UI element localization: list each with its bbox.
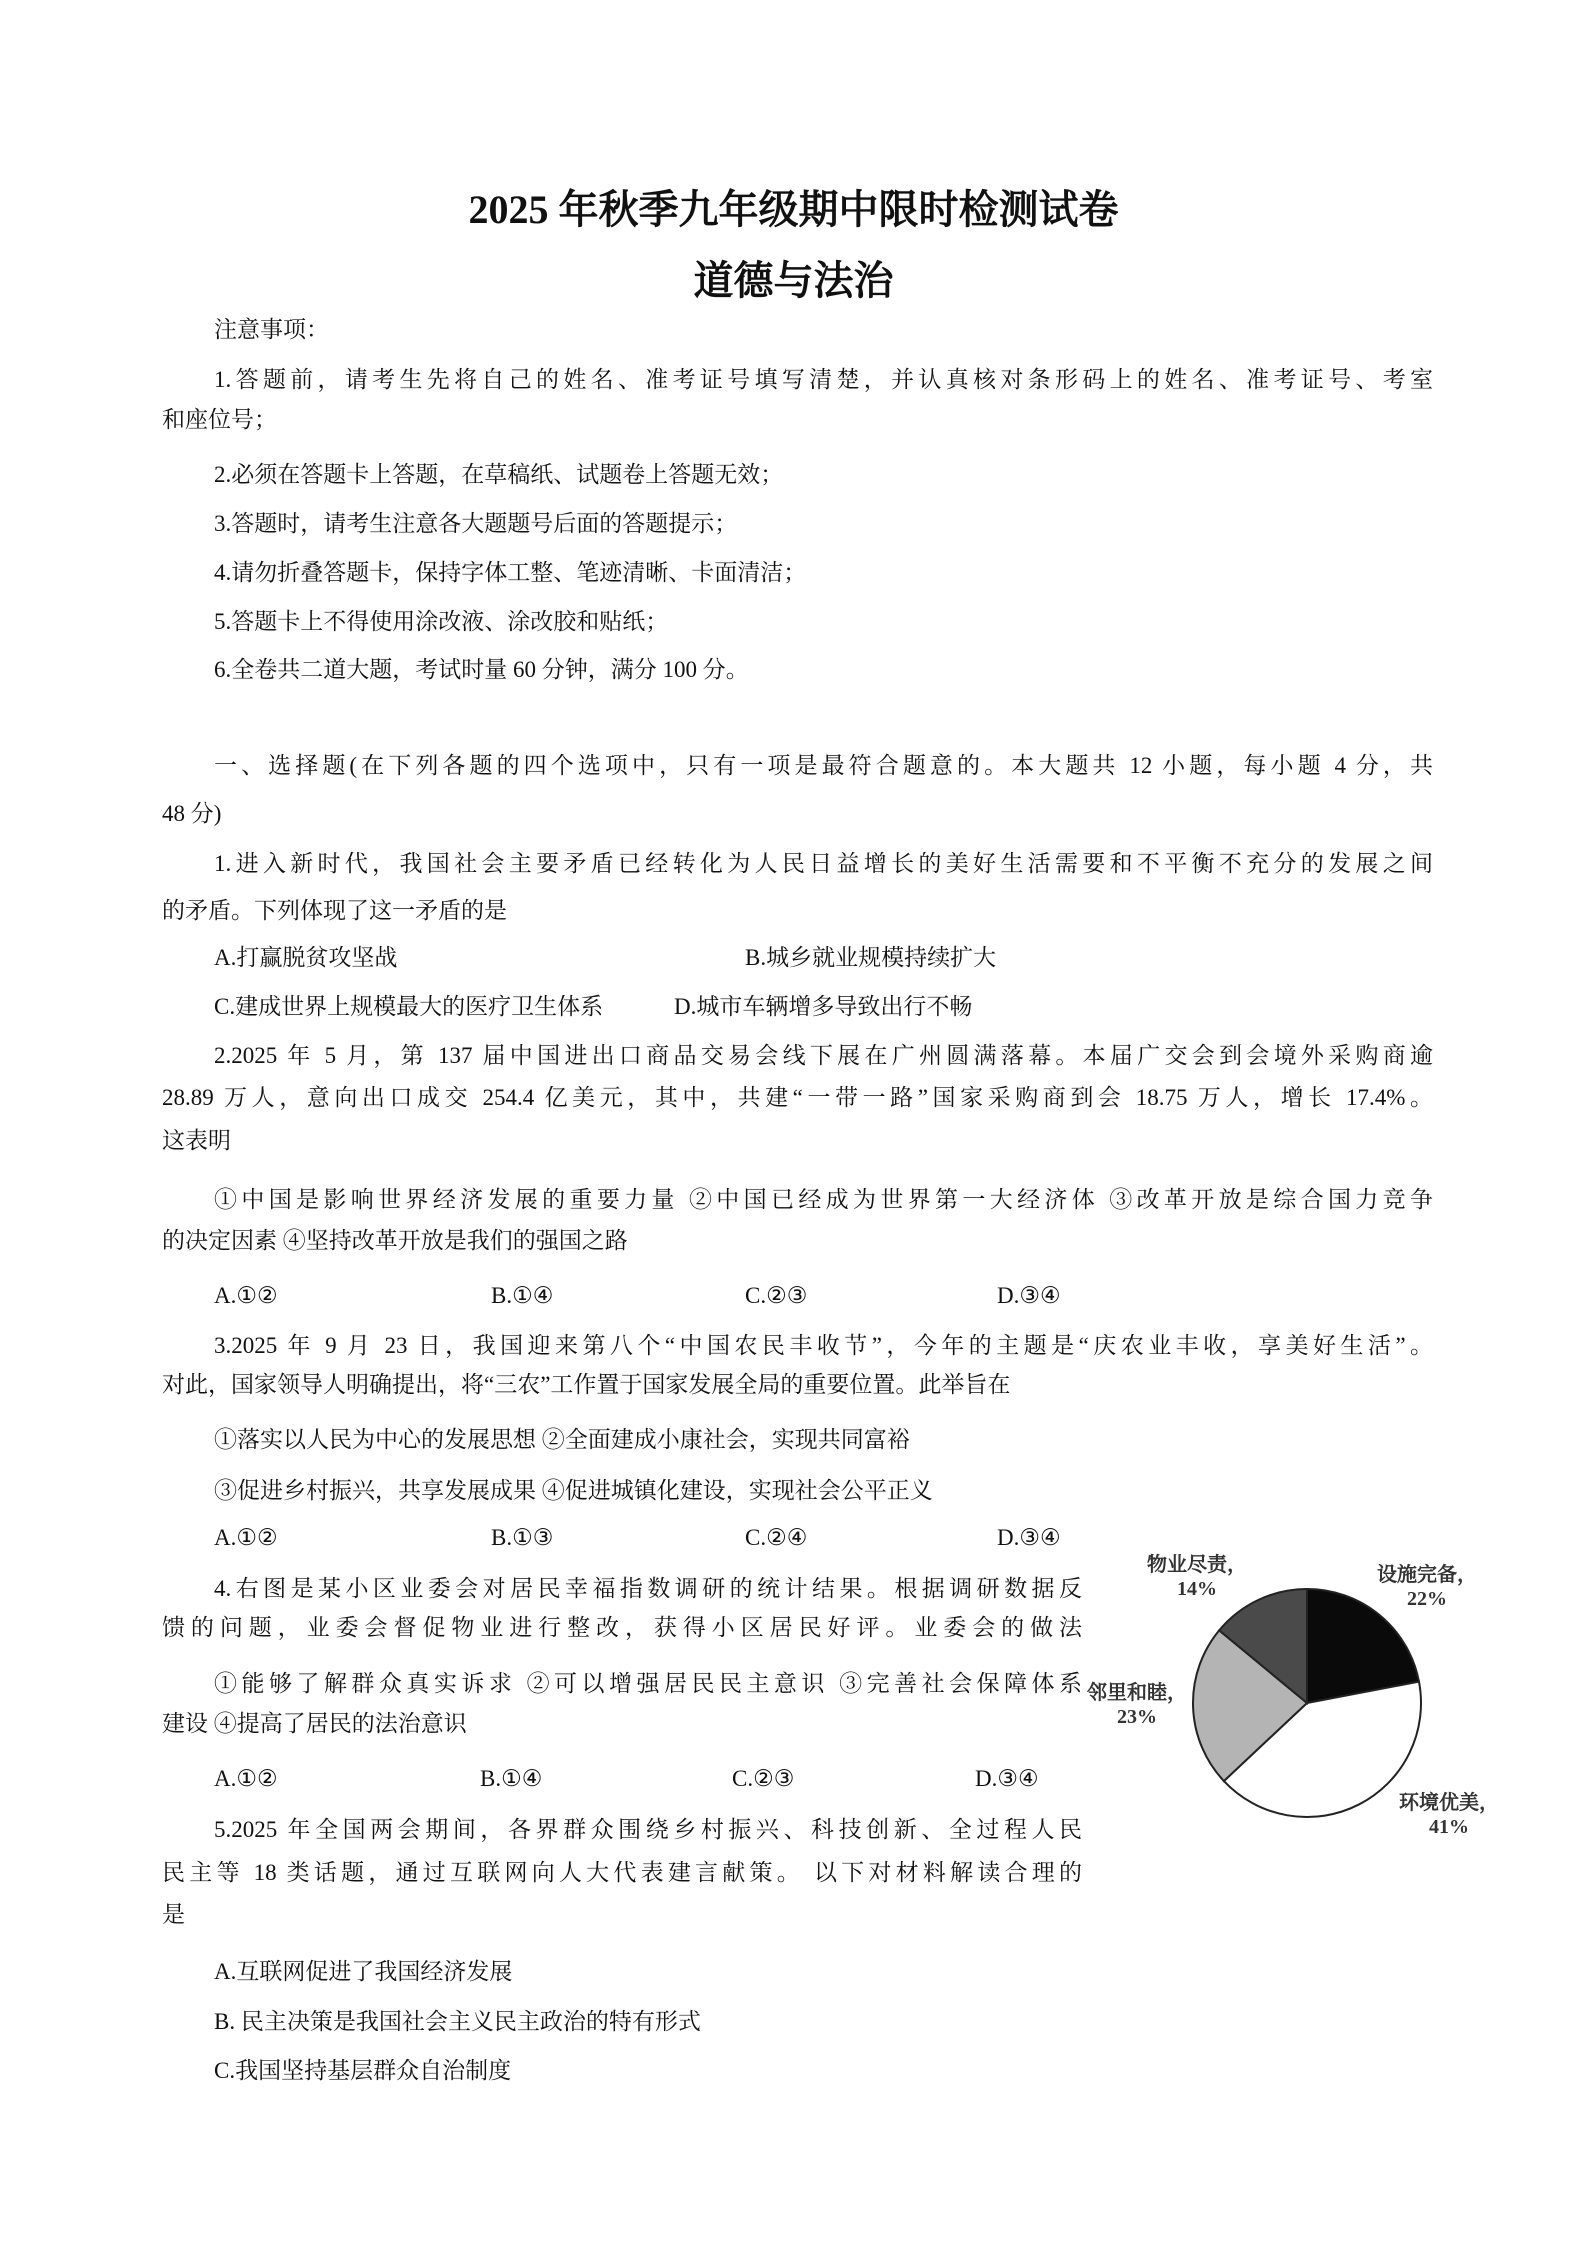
q4-statement: 建设 ④提高了居民的法治意识 [162,1711,467,1736]
pie-label-neighbors: 邻里和睦， 23% [1087,1682,1187,1728]
q3-statement: ①落实以人民为中心的发展思想 ②全面建成小康社会，实现共同富裕 [214,1427,910,1452]
q5-option-a: A.互联网促进了我国经济发展 [214,1959,513,1984]
q2-statement: ①中国是影响世界经济发展的重要力量 ②中国已经成为世界第一大经济体 ③改革开放是综合国力竞争 [214,1187,1433,1212]
notice-item: 6.全卷共二道大题，考试时量 60 分钟，满分 100 分。 [214,657,749,682]
q4-option-d: D.③④ [975,1766,1039,1791]
q2-option-d: D.③④ [997,1283,1061,1308]
q5-stem: 是 [162,1902,185,1927]
q2-stem: 2.2025 年 5 月，第 137 届中国进出口商品交易会线下展在广州圆满落幕。本届广交会到会境外采购商逾 [214,1043,1433,1068]
q4-option-b: B.①④ [480,1766,543,1791]
q4-stem: 4.右图是某小区业委会对居民幸福指数调研的统计结果。根据调研数据反 [214,1576,1082,1601]
q1-option-b: B.城乡就业规模持续扩大 [745,945,997,970]
q2-stem: 28.89 万人，意向出口成交 254.4 亿美元，其中，共建“一带一路”国家采购商到会 18.75 万人，增长 17.4%。 [162,1085,1433,1110]
q2-statement: 的决定因素 ④坚持改革开放是我们的强国之路 [162,1228,628,1253]
q5-stem: 5.2025 年全国两会期间，各界群众围绕乡村振兴、科技创新、全过程人民 [214,1817,1082,1842]
q3-stem: 3.2025 年 9 月 23 日，我国迎来第八个“中国农民丰收节”，今年的主题是“庆农业丰收，享美好生活”。 [214,1333,1433,1358]
q5-stem: 民主等 18 类话题，通过互联网向人大代表建言献策。 以下对材料解读合理的 [162,1860,1082,1885]
notice-item: 和座位号； [162,407,277,432]
q3-stem: 对此，国家领导人明确提出，将“三农”工作置于国家发展全局的重要位置。此举旨在 [162,1372,1011,1397]
exam-subject: 道德与法治 [693,258,894,303]
q2-stem: 这表明 [162,1128,231,1153]
q2-option-c: C.②③ [745,1283,808,1308]
q4-option-c: C.②③ [732,1766,795,1791]
q3-option-a: A.①② [214,1525,278,1550]
q5-option-b: B. 民主决策是我国社会主义民主政治的特有形式 [214,2009,701,2034]
q1-option-d: D.城市车辆增多导致出行不畅 [674,994,973,1019]
notice-heading: 注意事项： [214,317,329,342]
pie-label-property: 物业尽责， 14% [1147,1554,1247,1600]
q1-stem: 的矛盾。下列体现了这一矛盾的是 [162,898,507,923]
q5-option-c: C.我国坚持基层群众自治制度 [214,2058,512,2083]
q4-stem: 馈的问题，业委会督促物业进行整改，获得小区居民好评。业委会的做法 [162,1615,1082,1640]
pie-label-environment: 环境优美， 41% [1399,1792,1499,1838]
notice-item: 1.答题前，请考生先将自己的姓名、准考证号填写清楚，并认真核对条形码上的姓名、准考证号、考室 [214,367,1433,392]
q2-option-a: A.①② [214,1283,278,1308]
q3-statement: ③促进乡村振兴，共享发展成果 ④促进城镇化建设，实现社会公平正义 [214,1478,933,1503]
exam-title: 2025 年秋季九年级期中限时检测试卷 [468,187,1119,232]
q3-option-b: B.①③ [491,1525,554,1550]
q4-statement: ①能够了解群众真实诉求 ②可以增强居民民主意识 ③完善社会保障体系 [214,1671,1082,1696]
q1-option-a: A.打赢脱贫攻坚战 [214,945,398,970]
section-heading: 48 分) [162,801,222,826]
notice-item: 2.必须在答题卡上答题，在草稿纸、试题卷上答题无效； [214,462,784,487]
q1-option-c: C.建成世界上规模最大的医疗卫生体系 [214,994,604,1019]
q3-option-d: D.③④ [997,1525,1061,1550]
q4-option-a: A.①② [214,1766,278,1791]
section-heading: 一、选择题(在下列各题的四个选项中，只有一项是最符合题意的。本大题共 12 小题，每小题 4 分，共 [214,753,1433,778]
q2-option-b: B.①④ [491,1283,554,1308]
q3-option-c: C.②④ [745,1525,808,1550]
q1-stem: 1.进入新时代，我国社会主要矛盾已经转化为人民日益增长的美好生活需要和不平衡不充分的发展之间 [214,851,1433,876]
notice-item: 3.答题时，请考生注意各大题题号后面的答题提示； [214,511,738,536]
pie-label-facilities: 设施完备， 22% [1377,1564,1477,1610]
notice-item: 5.答题卡上不得使用涂改液、涂改胶和贴纸； [214,609,669,634]
notice-item: 4.请勿折叠答题卡，保持字体工整、笔迹清晰、卡面清洁； [214,560,807,585]
